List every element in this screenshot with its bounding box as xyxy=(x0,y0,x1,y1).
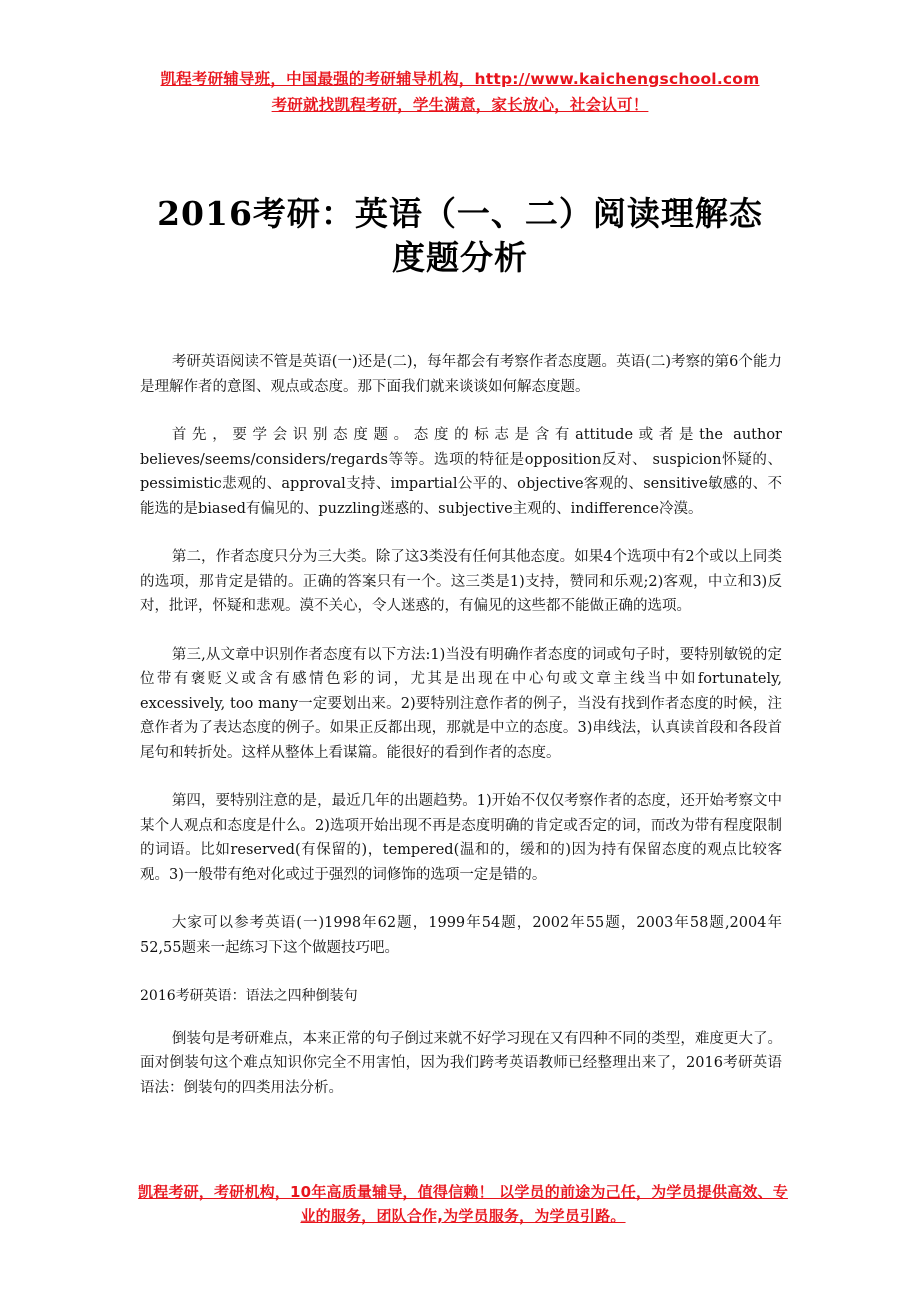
footer-banner: 凯程考研，考研机构，10年高质量辅导，值得信赖！ 以学员的前途为己任，为学员提供高效、专业的服务，团队合作,为学员服务，为学员引路。 xyxy=(138,1183,788,1225)
header-banner xyxy=(0,66,920,118)
article-body xyxy=(140,350,782,1124)
paragraph-intro: 考研英语阅读不管是英语(一)还是(二)，每年都会有考察作者态度题。英语(二)考察的第6个能力是理解作者的意图、观点或态度。那下面我们就来谈谈如何解态度题。 xyxy=(140,354,782,395)
paragraph-reference: 大家可以参考英语(一)1998年62题，1999年54题，2002年55题，2003年58题,2004年52,55题来一起练习下这个做题技巧吧。 xyxy=(140,915,782,956)
title-line-1: 2016考研：英语（一、二）阅读理解态 xyxy=(157,194,763,233)
paragraph-fourth: 第四，要特别注意的是，最近几年的出题趋势。1)开始不仅仅考察作者的态度，还开始考察文中某个人观点和态度是什么。2)选项开始出现不再是态度明确的肯定或否定的词，而改为带有程度限制的词语。比如reserved(有保留的)，tempered(温和的，缓和的)因为持有保留态度的观点比较客观。3)一般带有绝对化或过于强烈的词修饰的选项一定是错的。 xyxy=(140,793,782,883)
header-line-2: 考研就找凯程考研，学生满意，家长放心，社会认可！ xyxy=(271,96,649,114)
page-title xyxy=(120,192,800,280)
paragraph-closing: 倒装句是考研难点，本来正常的句子倒过来就不好学习现在又有四种不同的类型，难度更大了。面对倒装句这个难点知识你完全不用害怕，因为我们跨考英语教师已经整理出来了，2016考研英语语法：倒装句的四类用法分析。 xyxy=(140,1030,782,1096)
paragraph-second: 第二，作者态度只分为三大类。除了这3类没有任何其他态度。如果4个选项中有2个或以上同类的选项，那肯定是错的。正确的答案只有一个。这三类是1)支持，赞同和乐观;2)客观，中立和3)反对，批评，怀疑和悲观。漠不关心，令人迷惑的，有偏见的这些都不能做正确的选项。 xyxy=(140,549,782,614)
paragraph-first: 首先，要学会识别态度题。态度的标志是含有attitude或者是the author believes/seems/considers/regards等等。选项的特征是opposition反对、 suspicion怀疑的、pessimistic悲观的、approval支持、impartial公平的、objective客观的、sensitive敏感的、不能选的是biased有偏见的、puzzling迷惑的、subjective主观的、indifference冷漠。 xyxy=(140,427,782,517)
subheading: 2016考研英语：语法之四种倒装句 xyxy=(140,988,358,1004)
title-line-2: 度题分析 xyxy=(392,238,528,277)
header-line-1[interactable]: 凯程考研辅导班，中国最强的考研辅导机构，http://www.kaichengschool.com xyxy=(160,70,760,88)
paragraph-third: 第三,从文章中识别作者态度有以下方法:1)当没有明确作者态度的词或句子时，要特别敏锐的定位带有褒贬义或含有感情色彩的词，尤其是出现在中心句或文章主线当中如fortunately, excessively, too many一定要划出来。2)要特别注意作者的例子，当没有找到作者态度的时候，注意作者为了表达态度的例子。如果正反都出现，那就是中立的态度。3)串线法，认真读首段和各段首尾句和转折处。这样从整体上看谋篇。能很好的看到作者的态度。 xyxy=(140,646,782,761)
